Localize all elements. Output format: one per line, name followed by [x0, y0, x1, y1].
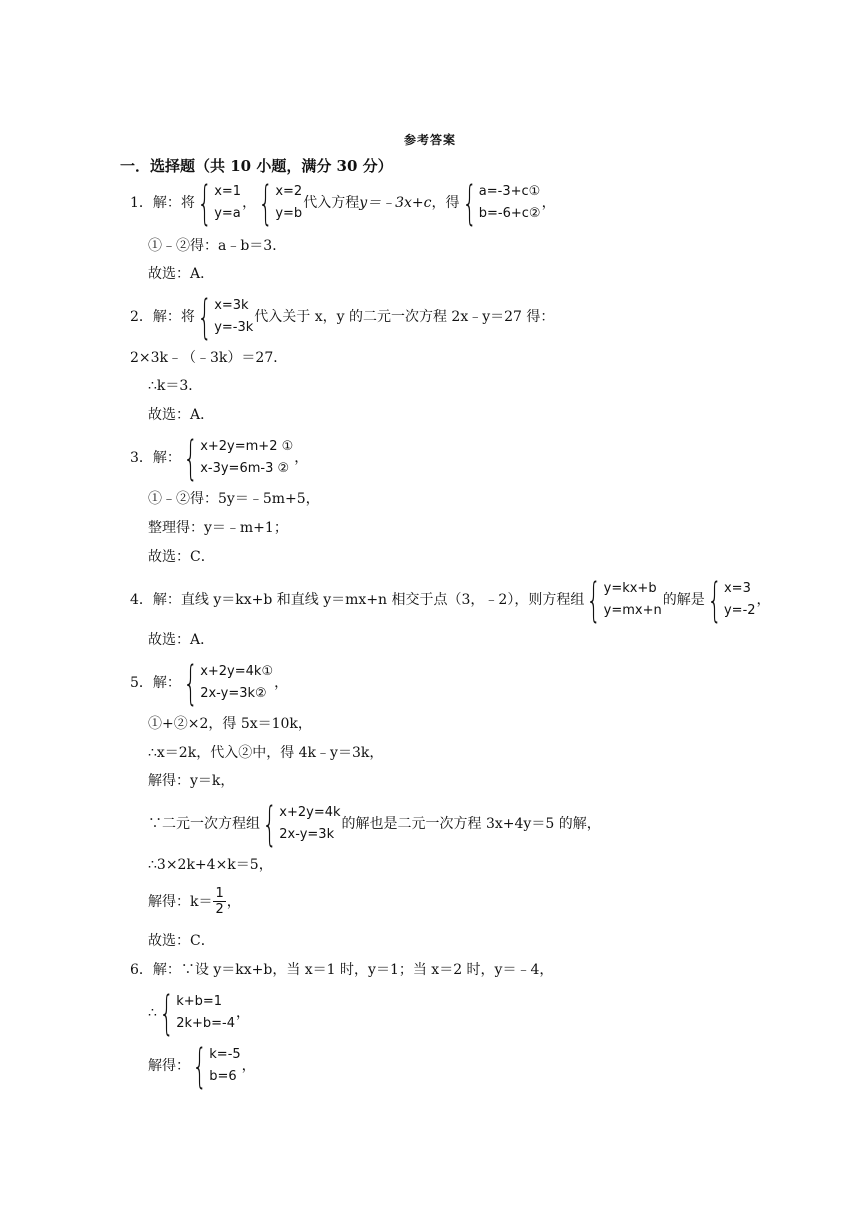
q5-system: { x+2y=4k① 2x-y=3k②: [183, 656, 274, 710]
q4-solution: { x=3 y=-2: [707, 573, 756, 627]
q1-step: ①﹣②得：a﹣b＝3．: [148, 238, 287, 254]
q1-system-b: { x=2 y=b: [258, 176, 303, 230]
q5-step-6: 解得：k＝ $\frac{1}{2}$ ，: [148, 886, 241, 917]
q5-step-3: 解得：y＝k，: [148, 773, 235, 789]
q2-step-2: ∴k＝3．: [148, 378, 203, 394]
q3-step-1: ①﹣②得：5y＝﹣5m+5，: [148, 491, 320, 507]
q5-system-2: { x+2y=4k 2x-y=3k: [262, 797, 341, 851]
q2-step-1: 2×3k﹣（﹣3k）＝27．: [130, 350, 288, 366]
q4-answer: 故选：A．: [148, 632, 215, 648]
q4-line: 4．解：直线 y＝kx+b 和直线 y＝mx+n 相交于点（3，﹣2），则方程组 { y=kx+b y=mx+n 的解是 { x=3 y=-2 ，: [130, 573, 771, 627]
q3-step-2: 整理得：y＝﹣m+1；: [148, 520, 288, 536]
q2-line: 2．解：将 { x=3k y=-3k 代入关于 x，y 的二元一次方程 2x﹣y＝27 得：: [130, 290, 555, 344]
fraction-one-half: $\frac{1}{2}$: [215, 886, 224, 917]
q6-system: { k+b=1 2k+b=-4: [159, 986, 236, 1040]
q3-system: { x+2y=m+2 ① x-3y=6m-3 ②: [183, 431, 294, 485]
q5-step-4: ∵二元一次方程组 { x+2y=4k 2x-y=3k 的解也是二元一次方程 3x+4y＝5 的解，: [148, 797, 601, 851]
q5-step-1: ①+②×2，得 5x＝10k，: [148, 716, 312, 732]
q2-answer: 故选：A．: [148, 407, 215, 423]
q6-solution-line: 解得： { k=-5 b=6 ，: [148, 1039, 256, 1093]
q6-system-line: ∴ { k+b=1 2k+b=-4 ，: [148, 986, 251, 1040]
q1-system-a: { x=1 y=a: [197, 176, 242, 230]
q5-answer: 故选：C．: [148, 933, 215, 949]
q1-answer: 故选：A．: [148, 266, 215, 282]
q5-line: 5．解： { x+2y=4k① 2x-y=3k② ，: [130, 656, 289, 710]
section-heading: 一．选择题（共 10 小题，满分 30 分）: [120, 157, 393, 175]
q4-system: { y=kx+b y=mx+n: [586, 573, 662, 627]
q6-line: 6．解：∵设 y＝kx+b，当 x＝1 时，y＝1；当 x＝2 时，y＝﹣4，: [130, 962, 554, 978]
q3-answer: 故选：C．: [148, 549, 215, 565]
q1-line: 1．解：将 { x=1 y=a ， { x=2 y=b 代入方程 y＝﹣3x+c ，得 { a=-3+c① b=-6+c② ，: [130, 176, 556, 230]
q6-solution: { k=-5 b=6: [192, 1039, 241, 1093]
q2-system: { x=3k y=-3k: [197, 290, 254, 344]
q5-step-2: ∴x＝2k，代入②中，得 4k﹣y＝3k，: [148, 745, 384, 761]
q5-step-5: ∴3×2k+4×k＝5，: [148, 857, 273, 873]
page-title: 参考答案: [403, 133, 456, 147]
q3-line: 3．解： { x+2y=m+2 ① x-3y=6m-3 ② ，: [130, 431, 309, 485]
q1-system-c: { a=-3+c① b=-6+c②: [461, 176, 541, 230]
